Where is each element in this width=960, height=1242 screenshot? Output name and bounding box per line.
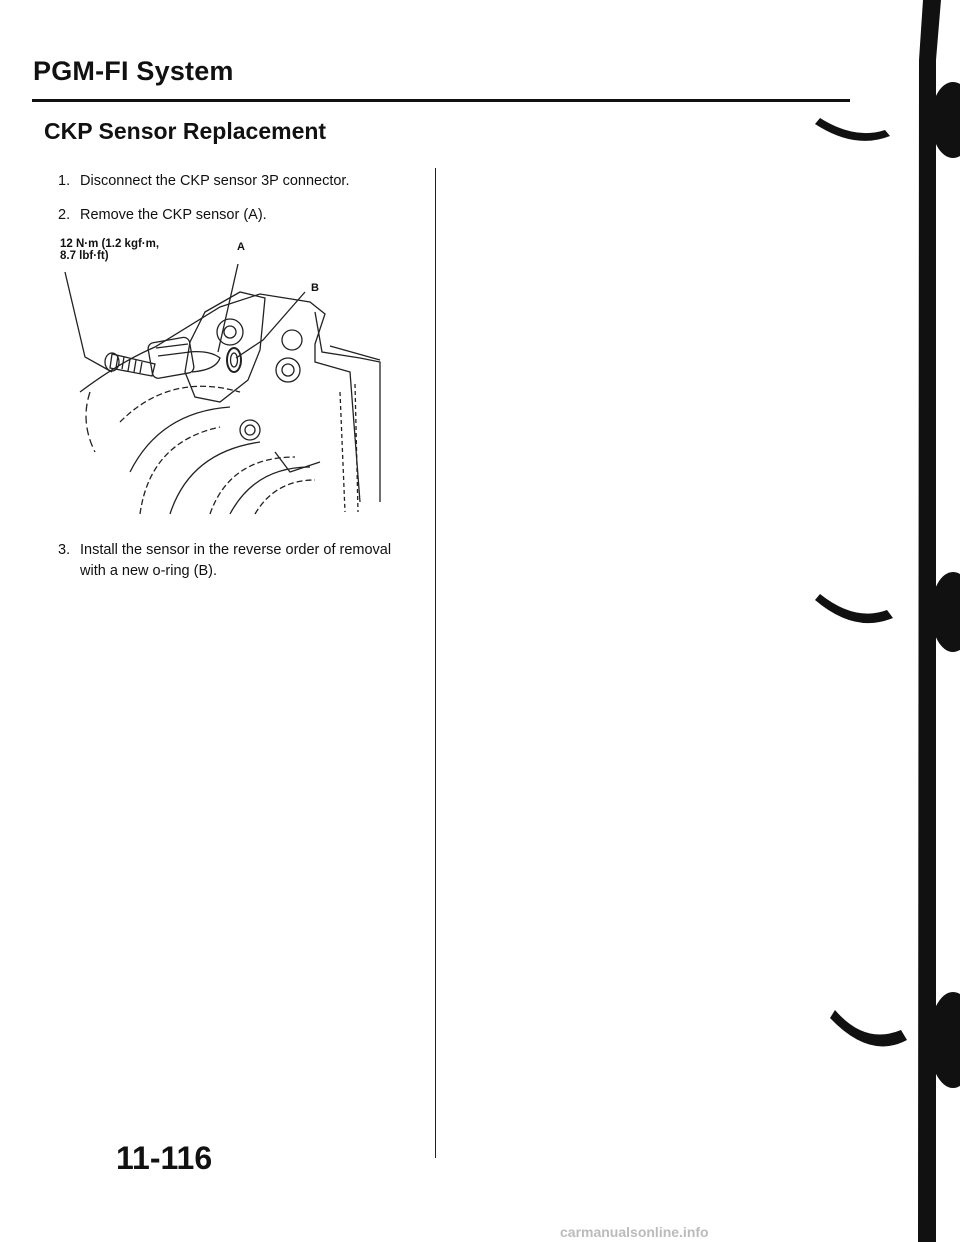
column-divider xyxy=(435,168,436,1158)
page-number: 11-116 xyxy=(116,1140,213,1176)
step-number: 1. xyxy=(58,173,71,189)
step-text: Install the sensor in the reverse order of removal with a new o-ring (B). xyxy=(80,542,392,579)
step-number: 2. xyxy=(58,207,71,223)
step-3 xyxy=(60,540,410,584)
section-title: CKP Sensor Replacement xyxy=(44,118,327,144)
header-rule xyxy=(32,99,850,102)
torque-line-1: 12 N·m (1.2 kgf·m, xyxy=(60,238,160,250)
step-number: 3. xyxy=(58,542,71,558)
torque-line-2: 8.7 lbf·ft) xyxy=(60,250,109,262)
step-text: Disconnect the CKP sensor 3P connector. xyxy=(80,173,350,189)
callout-a: A xyxy=(237,241,245,253)
ckp-sensor-illustration xyxy=(60,252,400,517)
callout-b: B xyxy=(311,282,319,294)
binder-edge-marks xyxy=(815,0,960,1242)
step-text: Remove the CKP sensor (A). xyxy=(80,207,267,223)
footer-watermark: carmanualsonline.info xyxy=(560,1224,709,1240)
page-header-title: PGM-FI System xyxy=(33,56,234,86)
